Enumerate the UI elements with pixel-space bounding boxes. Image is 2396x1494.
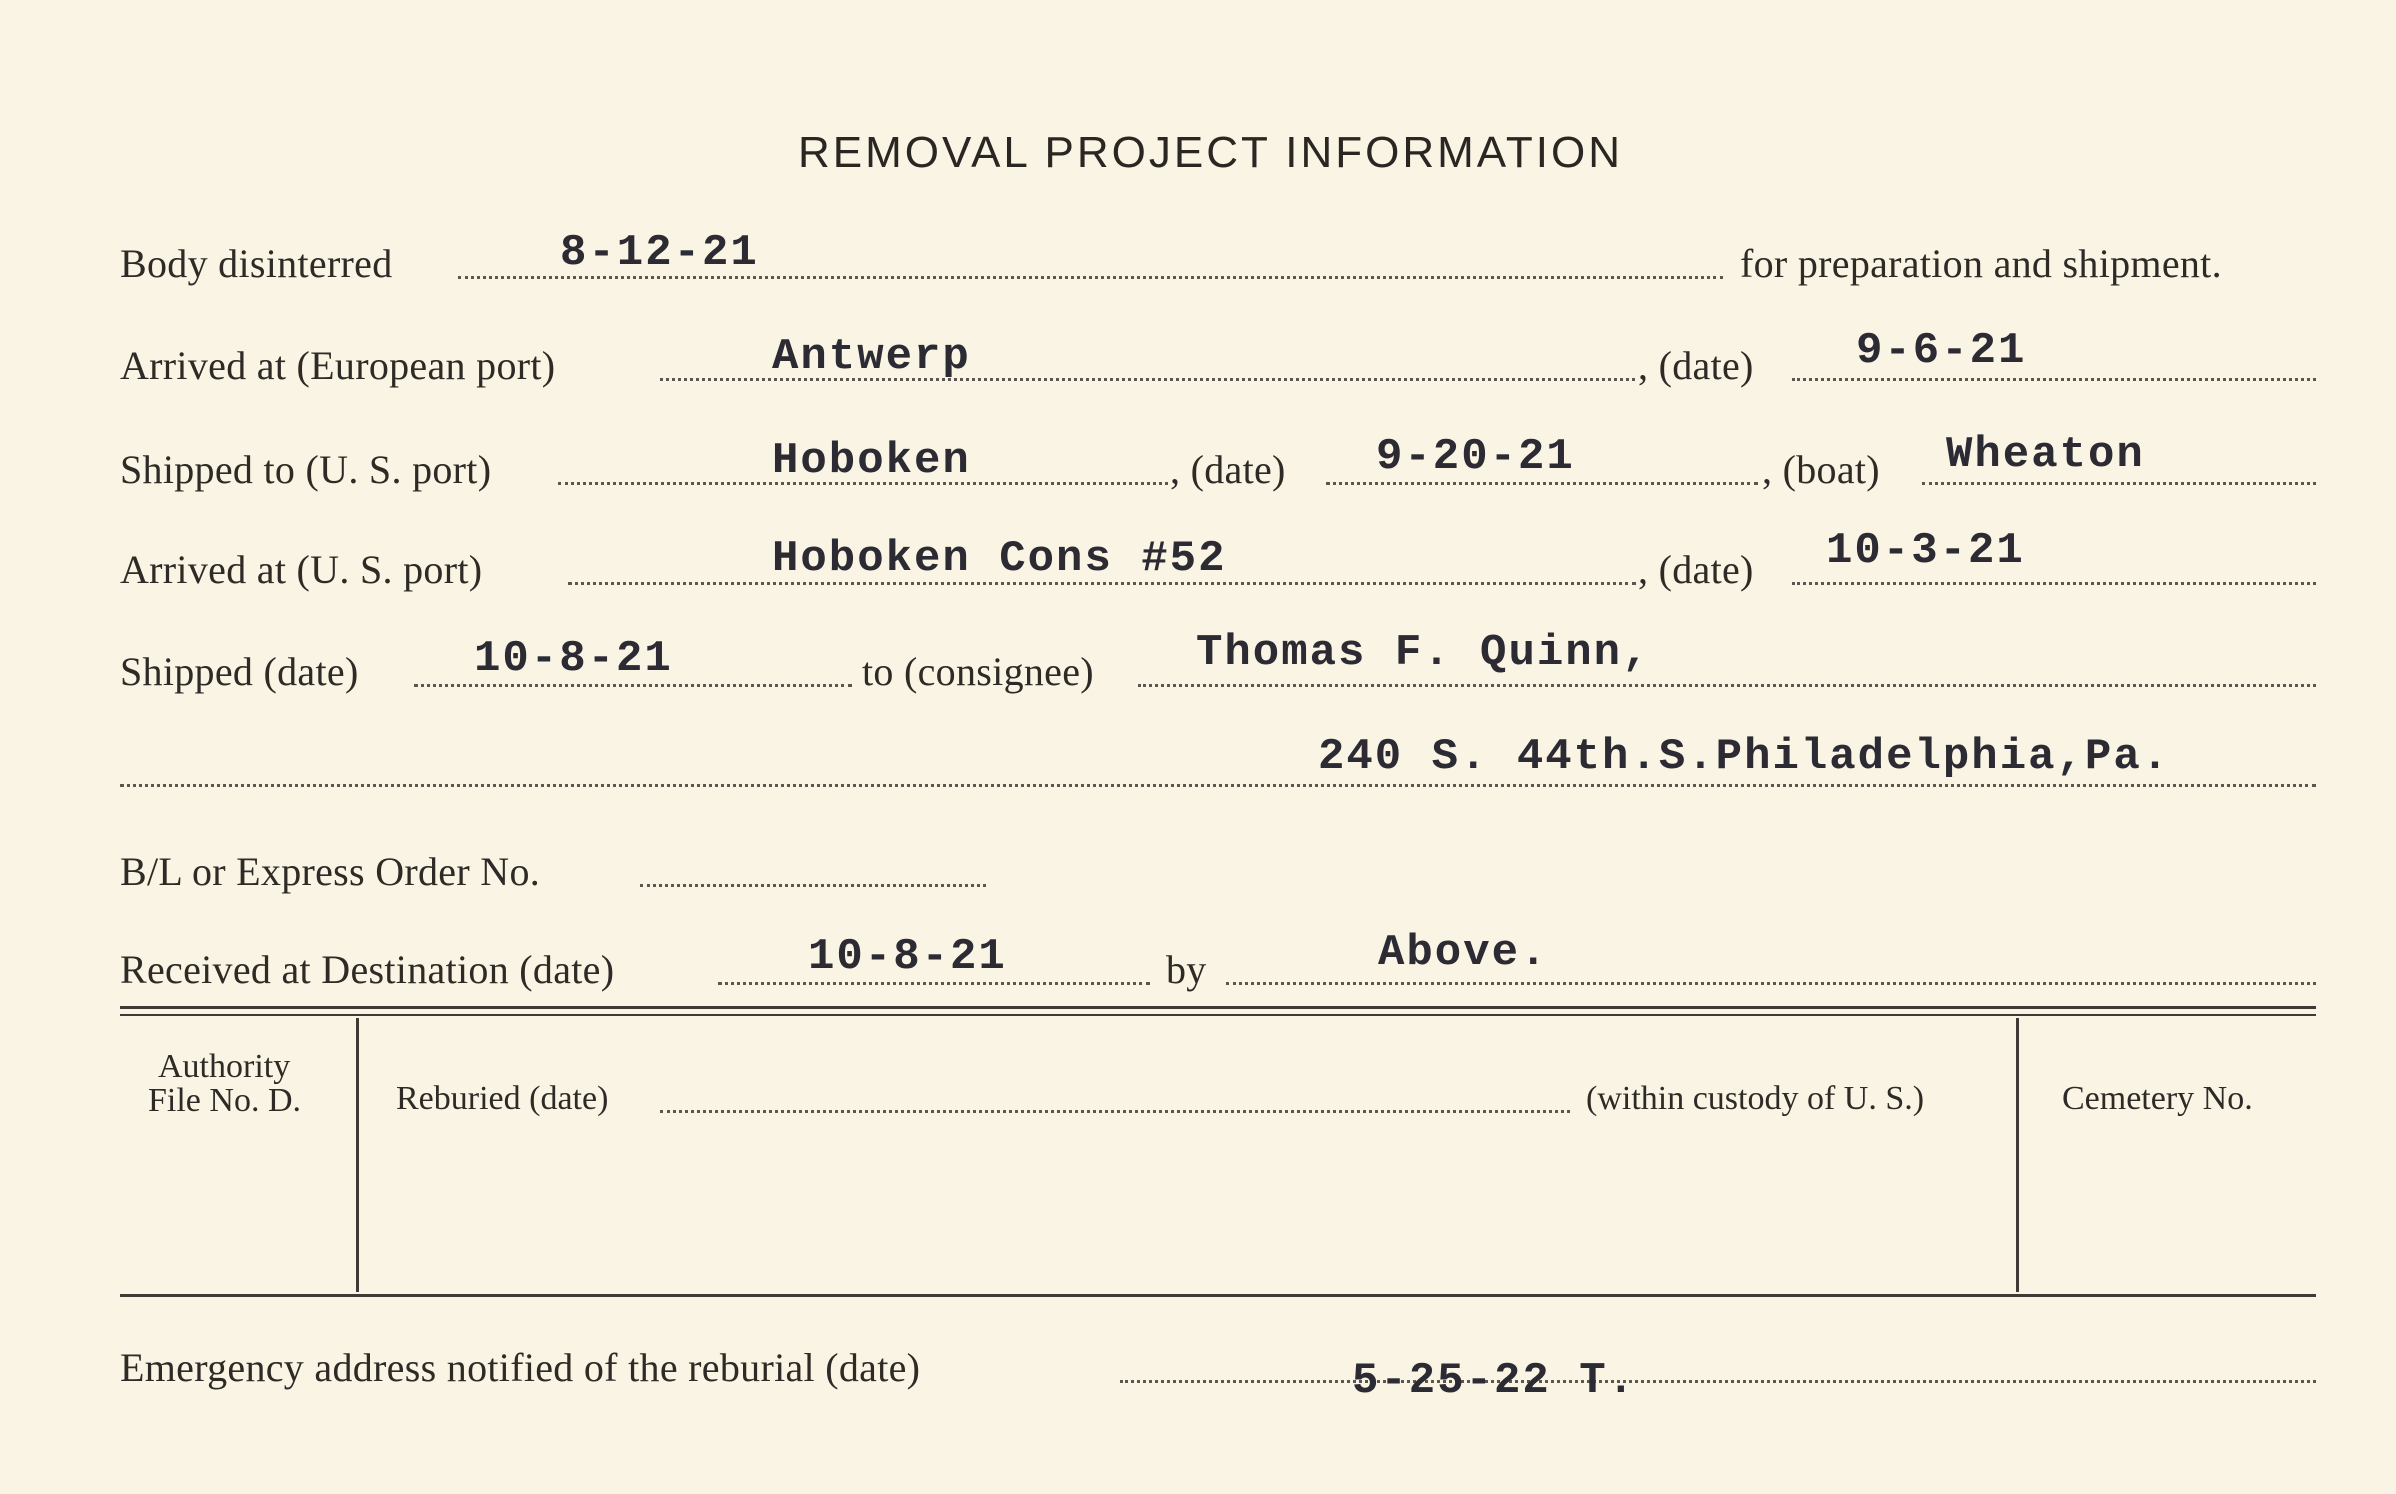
- field-line: [640, 884, 986, 887]
- value-shipped-date: 10-8-21: [474, 634, 673, 684]
- value-us-port: Hoboken: [772, 436, 971, 486]
- label-shipped-date: Shipped (date): [120, 649, 359, 694]
- value-disinterred-date: 8-12-21: [560, 228, 759, 278]
- value-emergency-date: 5-25-22 T.: [1352, 1356, 1637, 1406]
- label-arrived-us-port: Arrived at (U. S. port): [120, 547, 483, 592]
- table-divider: [356, 1018, 359, 1292]
- card-title: REMOVAL PROJECT INFORMATION: [798, 128, 1623, 177]
- label-arrived-european-port: Arrived at (European port): [120, 343, 556, 388]
- table-top-rule: [120, 1006, 2316, 1009]
- label-reburied-date: Reburied (date): [396, 1080, 609, 1117]
- table-top-rule-2: [120, 1014, 2316, 1016]
- label-authority: Authority: [158, 1048, 291, 1085]
- field-line: [1120, 1380, 2316, 1383]
- field-line: [718, 982, 1150, 985]
- label-date: , (date): [1638, 547, 1754, 592]
- value-received-date: 10-8-21: [808, 932, 1007, 982]
- field-line: [1138, 684, 2316, 687]
- table-divider: [2016, 1018, 2019, 1292]
- field-line: [414, 684, 852, 687]
- field-line: [120, 784, 2316, 787]
- label-received-destination: Received at Destination (date): [120, 947, 615, 992]
- label-by: by: [1166, 947, 1207, 992]
- label-cemetery-no: Cemetery No.: [2062, 1080, 2253, 1117]
- label-file-no: File No. D.: [148, 1082, 301, 1119]
- table-bottom-rule: [120, 1294, 2316, 1297]
- value-shipped-date: 9-20-21: [1376, 432, 1575, 482]
- label-boat: , (boat): [1762, 447, 1880, 492]
- label-preparation-shipment: for preparation and shipment.: [1740, 241, 2222, 286]
- value-consignee-address: 240 S. 44th.S.Philadelphia,Pa.: [1318, 732, 2171, 782]
- field-line: [1226, 982, 2316, 985]
- value-consignee: Thomas F. Quinn,: [1196, 628, 1651, 678]
- label-shipped-us-port: Shipped to (U. S. port): [120, 447, 492, 492]
- field-line: [1922, 482, 2316, 485]
- label-emergency-address: Emergency address notified of the reburial (date): [120, 1345, 921, 1390]
- label-within-custody: (within custody of U. S.): [1586, 1080, 1925, 1117]
- value-received-by: Above.: [1378, 928, 1549, 978]
- label-bl-express-order: B/L or Express Order No.: [120, 849, 541, 894]
- value-us-arrival-date: 10-3-21: [1826, 526, 2025, 576]
- label-consignee: to (consignee): [862, 649, 1094, 694]
- value-european-port: Antwerp: [772, 332, 971, 382]
- value-us-arrival-port: Hoboken Cons #52: [772, 534, 1227, 584]
- field-line: [1792, 582, 2316, 585]
- value-european-arrival-date: 9-6-21: [1856, 326, 2027, 376]
- label-body-disinterred: Body disinterred: [120, 241, 393, 286]
- field-line: [1326, 482, 1758, 485]
- label-date: , (date): [1638, 343, 1754, 388]
- field-line: [1792, 378, 2316, 381]
- value-boat: Wheaton: [1946, 430, 2145, 480]
- label-date: , (date): [1170, 447, 1286, 492]
- field-line: [660, 1110, 1570, 1113]
